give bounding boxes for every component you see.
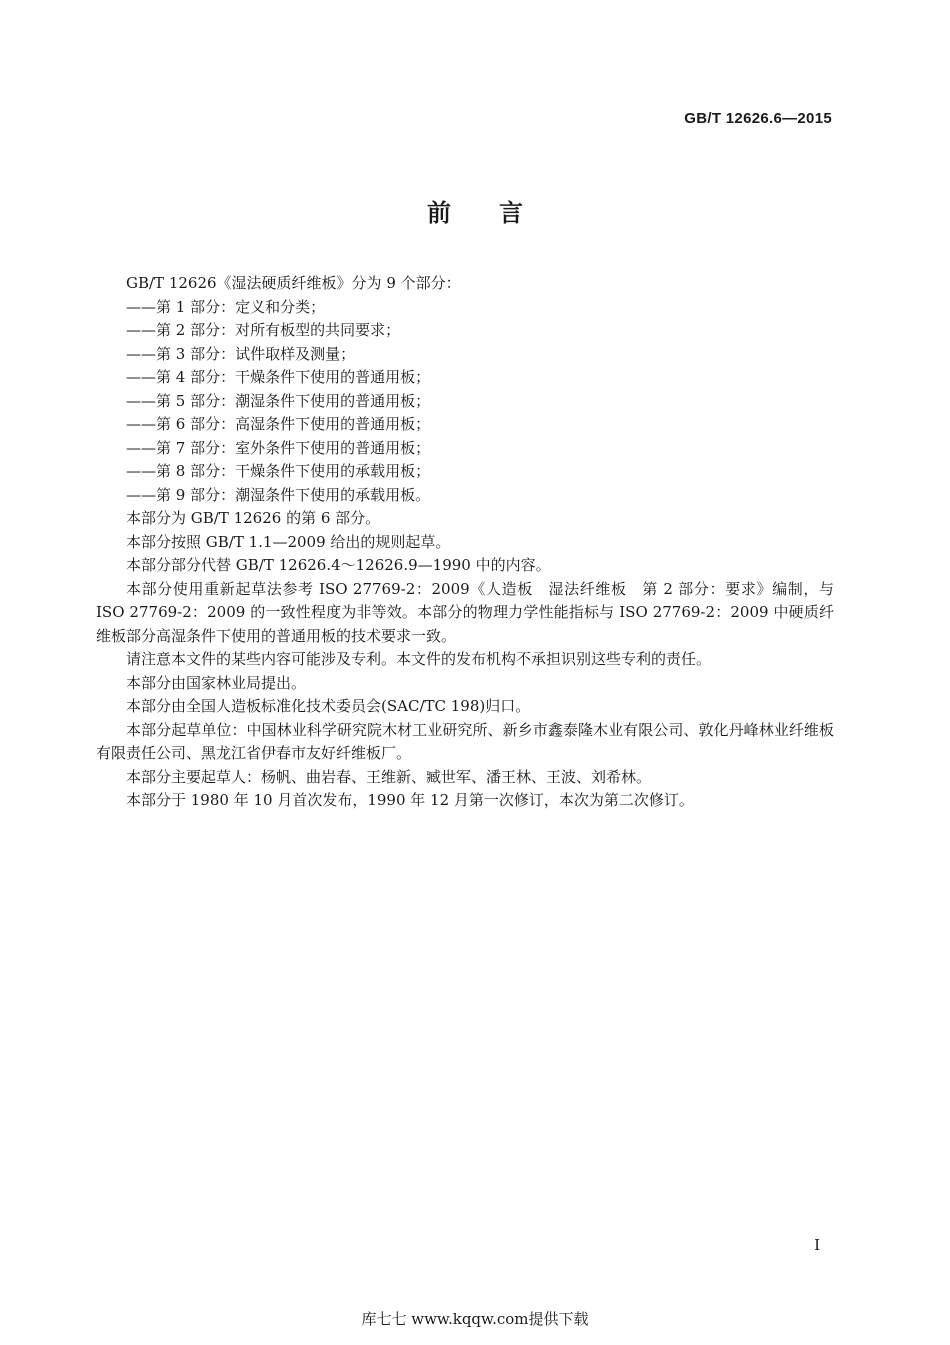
- paragraph-replacement: 本部分部分代替 GB/T 12626.4～12626.9—1990 中的内容。: [126, 556, 551, 574]
- page-number: I: [814, 1236, 820, 1254]
- paragraph-history: 本部分于 1980 年 10 月首次发布，1990 年 12 月第一次修订，本次为第二次修订。: [126, 791, 694, 809]
- list-item-part-3: ——第 3 部分：试件取样及测量；: [126, 344, 356, 363]
- list-item-part-8: ——第 8 部分：干燥条件下使用的承载用板；: [126, 462, 431, 480]
- download-source-footer: 库七七 www.kqqw.com提供下载: [361, 1310, 589, 1328]
- page-title: 前言: [427, 199, 571, 227]
- paragraph-committee: 本部分由全国人造板标准化技术委员会(SAC/TC 198)归口。: [126, 697, 531, 715]
- paragraph-drafting-rules: 本部分按照 GB/T 1.1—2009 给出的规则起草。: [126, 532, 451, 551]
- paragraph-proposer: 本部分由国家林业局提出。: [126, 673, 307, 692]
- paragraph-part-statement: 本部分为 GB/T 12626 的第 6 部分。: [126, 509, 381, 527]
- list-item-part-4: ——第 4 部分：干燥条件下使用的普通用板；: [126, 368, 431, 386]
- list-item-part-9: ——第 9 部分：潮湿条件下使用的承载用板。: [126, 485, 431, 504]
- list-item-part-1: ——第 1 部分：定义和分类；: [126, 297, 326, 316]
- foreword-body: [96, 272, 834, 813]
- list-item-part-2: ——第 2 部分：对所有板型的共同要求；: [126, 321, 401, 339]
- paragraph-drafting-units: 本部分起草单位：中国林业科学研究院木材工业研究所、新乡市鑫泰隆木业有限公司、敦化丹峰林业纤维板有限责任公司、黑龙江省伊春市友好纤维板厂。: [96, 720, 834, 762]
- list-item-part-6: ——第 6 部分：高湿条件下使用的普通用板；: [126, 415, 431, 433]
- list-item-part-5: ——第 5 部分：潮湿条件下使用的普通用板；: [126, 391, 431, 410]
- standard-number: GB/T 12626.6—2015: [684, 110, 832, 127]
- paragraph-drafters: 本部分主要起草人：杨帆、曲岩春、王维新、臧世军、潘王林、王波、刘希林。: [126, 767, 652, 786]
- paragraph-patent-notice: 请注意本文件的某些内容可能涉及专利。本文件的发布机构不承担识别这些专利的责任。: [126, 650, 712, 668]
- list-item-part-7: ——第 7 部分：室外条件下使用的普通用板；: [126, 438, 431, 457]
- paragraph-intro: GB/T 12626《湿法硬质纤维板》分为 9 个部分：: [126, 274, 461, 292]
- paragraph-iso-reference: 本部分使用重新起草法参考 ISO 27769-2：2009《人造板 湿法纤维板 第 2 部分：要求》编制，与 ISO 27769-2：2009 的一致性程度为非等效。本部分的物理力学性能指标与 ISO 27769-2：2009 中硬质纤维板部分高湿条件下使用的普通用板的技术要求一致。: [96, 579, 834, 645]
